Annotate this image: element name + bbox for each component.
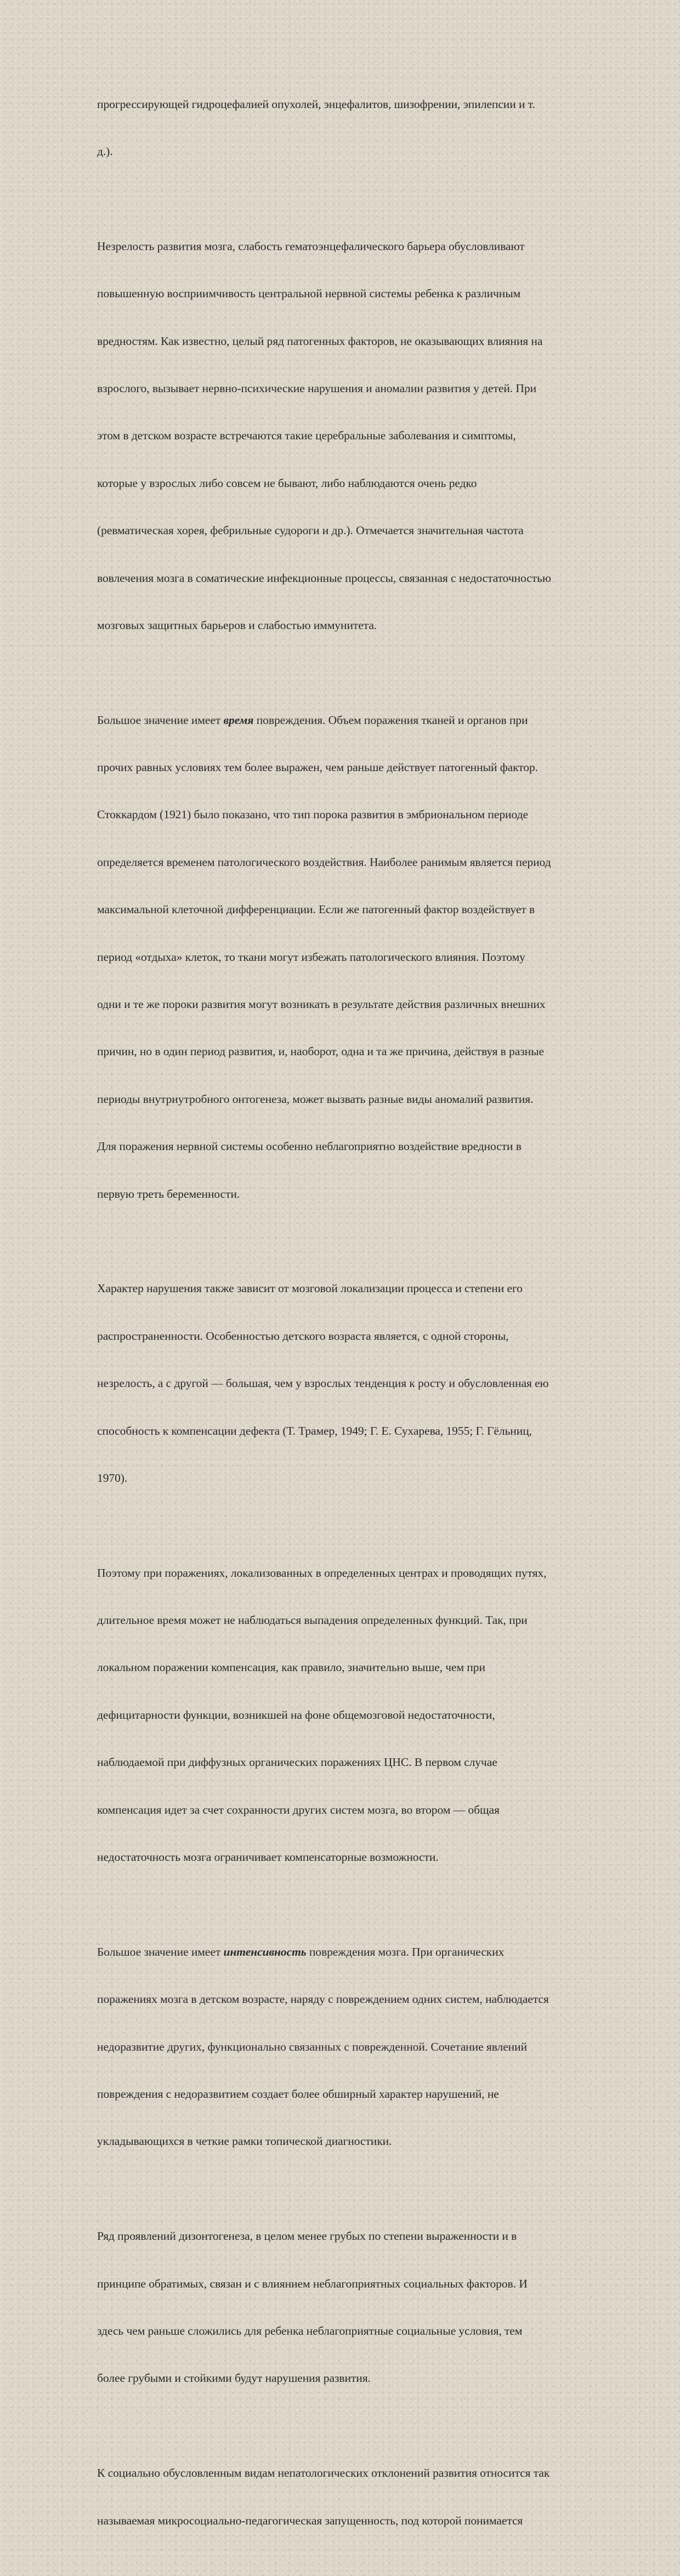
text-line: принципе обратимых, связан и с влиянием неблагоприятных социальных факторов. И (97, 2277, 528, 2290)
text-line: первую треть беременности. (97, 1187, 240, 1201)
paragraph-2 (97, 207, 637, 665)
text-line: Ряд проявлений дизонтогенеза, в целом менее грубых по степени выраженности и в (97, 2229, 517, 2243)
text-run: повреждения мозга. При органических (306, 1945, 505, 1958)
paragraph-5 (97, 1533, 637, 1896)
text-line: период «отдыха» клеток, то ткани могут избежать патологического влияния. Поэтому (97, 950, 525, 964)
text-line: повышенную восприимчивость центральной нервной системы ребенка к различным (97, 287, 521, 301)
text-line: К социально обусловленным видам непатологических отклонений развития относится так (97, 2466, 550, 2480)
text-line: определяется временем патологического воздействия. Наиболее ранимым является период (97, 855, 551, 869)
text-line (97, 712, 637, 728)
paragraph-1 (97, 65, 637, 191)
text-line: более грубыми и стойкими будут нарушения развития. (97, 2371, 371, 2385)
text-line: причин, но в один период развития, и, наоборот, одна и та же причина, действуя в разные (97, 1045, 544, 1058)
text-line: периоды внутриутробного онтогенеза, может вызвать разные виды аномалий развития. (97, 1092, 534, 1106)
text-line: наблюдаемой при диффузных органических поражениях ЦНС. В первом случае (97, 1756, 497, 1769)
document-page (97, 65, 637, 2576)
paragraph-4 (97, 1249, 637, 1518)
text-line: компенсация идет за счет сохранности других систем мозга, во втором — общая (97, 1803, 500, 1816)
text-line (97, 1944, 637, 1960)
text-line: этом в детском возрасте встречаются такие церебральные заболевания и симптомы, (97, 429, 516, 443)
text-line: способность к компенсации дефекта (Т. Трамер, 1949; Г. Е. Сухарева, 1955; Г. Гёльниц, (97, 1424, 532, 1437)
text-line: незрелость, а с другой — большая, чем у взрослых тенденция к росту и обусловленная ею (97, 1377, 549, 1390)
text-line: повреждения с недоразвитием создает более обширный характер нарушений, не (97, 2087, 499, 2101)
text-line: вредностям. Как известно, целый ряд патогенных факторов, не оказывающих влияния на (97, 334, 543, 348)
text-line: максимальной клеточной дифференциации. Если же патогенный фактор воздействует в (97, 903, 535, 916)
text-line: 1970). (97, 1471, 128, 1485)
text-line: поражениях мозга в детском возрасте, наряду с повреждением одних систем, наблюдается (97, 1992, 549, 2006)
text-line: д.). (97, 144, 113, 158)
text-line: Характер нарушения также зависит от мозговой локализации процесса и степени его (97, 1282, 523, 1295)
paragraph-8 (97, 2434, 637, 2560)
text-line: укладывающихся в четкие рамки топической диагностики. (97, 2135, 392, 2148)
text-line: Незрелость развития мозга, слабость гематоэнцефалического барьера обусловливают (97, 239, 525, 253)
paragraph-3 (97, 681, 637, 1233)
text-line: прочих равных условиях тем более выражен, чем раньше действует патогенный фактор. (97, 761, 538, 774)
text-line: которые у взрослых либо совсем не бывают, либо наблюдаются очень редко (97, 476, 477, 490)
text-run: Большое значение имеет (97, 1945, 224, 1958)
text-line: одни и те же пороки развития могут возникать в результате действия различных внешних (97, 998, 546, 1011)
paragraph-7 (97, 2197, 637, 2418)
text-line: прогрессирующей гидроцефалией опухолей, энцефалитов, шизофрении, эпилепсии и т. (97, 97, 535, 111)
text-line: здесь чем раньше сложились для ребенка неблагоприятные социальные условия, тем (97, 2324, 523, 2337)
text-run: Большое значение имеет (97, 713, 224, 727)
text-line: (ревматическая хорея, фебрильные судороги и др.). Отмечается значительная частота (97, 524, 524, 537)
text-line: длительное время может не наблюдаться выпадения определенных функций. Так, при (97, 1613, 528, 1627)
text-line: взрослого, вызывает нервно-психические нарушения и аномалии развития у детей. При (97, 381, 537, 395)
text-line: мозговых защитных барьеров и слабостью иммунитета. (97, 618, 377, 632)
emphasized-term: время (223, 713, 254, 727)
text-line: локальном поражении компенсация, как правило, значительно выше, чем при (97, 1661, 485, 1674)
emphasized-term: интенсивность (223, 1945, 307, 1958)
text-line: вовлечения мозга в соматические инфекционные процессы, связанная с недостаточностью (97, 571, 551, 585)
text-line: распространенности. Особенностью детского возраста является, с одной стороны, (97, 1329, 509, 1343)
text-line: Для поражения нервной системы особенно неблагоприятно воздействие вредности в (97, 1140, 522, 1153)
paragraph-6 (97, 1912, 637, 2181)
text-run: повреждения. Объем поражения тканей и органов при (253, 713, 528, 727)
text-line: Поэтому при поражениях, локализованных в определенных центрах и проводящих путях, (97, 1566, 547, 1579)
text-line: недостаточность мозга ограничивает компенсаторные возможности. (97, 1850, 439, 1864)
text-line: недоразвитие других, функционально связанных с поврежденной. Сочетание явлений (97, 2040, 528, 2053)
text-line: называемая микросоциально-педагогическая запущенность, под которой понимается (97, 2513, 523, 2527)
text-line: Стоккардом (1921) было показано, что тип порока развития в эмбриональном периоде (97, 808, 528, 822)
text-line: дефицитарности функции, возникшей на фоне общемозговой недостаточности, (97, 1708, 495, 1722)
